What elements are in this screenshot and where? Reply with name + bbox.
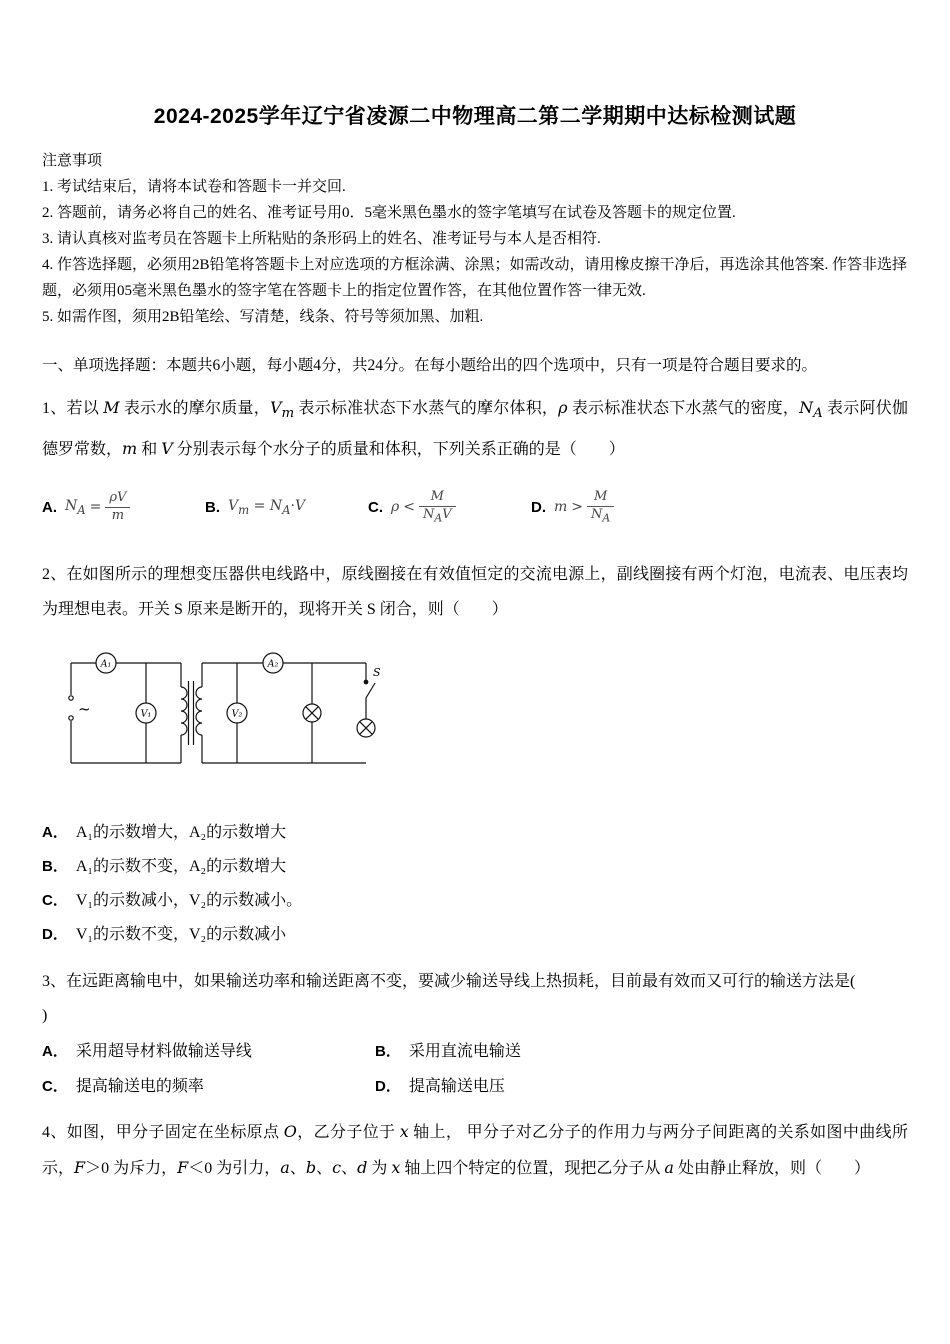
notice-item: 5. 如需作图，须用2B铅笔绘、写清楚，线条、符号等须加黑、加粗. [42, 309, 484, 325]
question-2-option-c [42, 884, 908, 918]
formula-lhs: ρ [391, 499, 400, 516]
option-text: 采用超导材料做输送导线 [75, 1043, 252, 1061]
option-label: B． [42, 858, 68, 876]
ac-source-label: ~ [78, 700, 91, 719]
question-1-option-c [368, 490, 531, 525]
formula [228, 498, 305, 517]
fraction-denominator: m [111, 507, 125, 523]
question-3-options [42, 1034, 908, 1104]
fraction-numerator: M [419, 490, 456, 507]
question-1-option-a [42, 491, 205, 524]
question-2-options [42, 816, 908, 952]
formula-relation: = [89, 499, 102, 516]
option-label: A． [42, 824, 68, 842]
option-label: A． [42, 1043, 68, 1061]
question-2-option-b [42, 850, 908, 884]
formula-lhs: m [554, 499, 568, 516]
circuit-figure [56, 643, 908, 790]
voltmeter-v2-label: V₂ [231, 708, 243, 720]
formula [65, 491, 130, 524]
page-title: 2024-2025学年辽宁省凌源二中物理高二第二学期期中达标检测试题 [153, 105, 797, 128]
fraction-denominator: $N_A$ [591, 506, 611, 525]
fraction-denominator: $N_AV$ [422, 506, 452, 525]
question-3-option-a [42, 1034, 375, 1069]
question-2-option-d [42, 918, 908, 952]
transformer-icon [181, 663, 202, 763]
question-3-stem: 3、在远距离输电中，如果输送功率和输送距离不变，要减少输送导线上热损耗，目前最有效而又可行的输送方法是( [42, 973, 856, 991]
question-1-stem: 1、若以 M 表示水的摩尔质量，$V_m$ 表示标准状态下水蒸气的摩尔体积，ρ 表示标准状态下水蒸气的密度，$N_A$ 表示阿伏伽德罗常数，m 和 V 分别表示每个水分子的质量和体积，下列关系正确的是（ ） [42, 398, 908, 459]
option-label: D． [375, 1078, 401, 1096]
question-2-stem: 2、在如图所示的理想变压器供电线路中，原线圈接在有效值恒定的交流电源上，副线圈接有两个灯泡，电流表、电压表均为理想电表。开关 S 原来是断开的，现将开关 S 闭合，则（ ） [42, 566, 908, 619]
question-1-option-b [205, 498, 368, 517]
question-2-option-a [42, 816, 908, 850]
fraction [105, 491, 130, 524]
question-3-option-b [375, 1034, 908, 1069]
question-3-stem-close: ) [42, 1007, 48, 1025]
option-label: B. [205, 498, 220, 516]
notice-section [42, 148, 908, 330]
section-1-heading: 一、单项选择题：本题共6小题，每小题4分，共24分。在每小题给出的四个选项中，只有一项是符合题目要求的。 [42, 357, 818, 374]
notice-item: 3. 请认真核对监考员在答题卡上所粘贴的条形码上的姓名、准考证号与本人是否相符. [42, 231, 601, 247]
notice-heading: 注意事项 [42, 153, 103, 169]
option-text: 提高输送电压 [408, 1078, 505, 1096]
option-text: V₁的示数减小，V₂的示数减小。 [75, 892, 303, 910]
fraction-numerator: M [587, 490, 614, 507]
option-label: D. [531, 498, 546, 516]
ammeter-a2-label: A₂ [267, 658, 279, 670]
formula-relation: > [571, 499, 584, 516]
question-1-option-d [531, 490, 694, 525]
option-label: C． [42, 892, 68, 910]
question-1-options [42, 481, 908, 533]
switch-label: S [373, 666, 381, 680]
option-text: A₁的示数增大，A₂的示数增大 [75, 824, 287, 842]
option-label: C． [42, 1078, 68, 1096]
voltmeter-v1-label: V₁ [140, 708, 152, 720]
question-3-option-c [42, 1069, 375, 1104]
notice-item: 1. 考试结束后，请将本试卷和答题卡一并交回. [42, 179, 346, 195]
formula-relation: < [403, 499, 415, 516]
option-label: C. [368, 498, 383, 516]
lamp-2-icon [357, 719, 375, 737]
ac-source-icon [69, 696, 73, 720]
question-3-option-d [375, 1069, 908, 1104]
option-text: V₁的示数不变，V₂的示数减小 [75, 926, 287, 944]
formula-inline: $V_m = N_A\cdot V$ [228, 497, 306, 517]
option-text: A₁的示数不变，A₂的示数增大 [75, 858, 287, 876]
formula-lhs: $N_A$ [65, 497, 86, 517]
formula [391, 490, 456, 525]
question-4-stem: 4、如图，甲分子固定在坐标原点 O，乙分子位于 x 轴上， 甲分子对乙分子的作用力与两分子间距离的关系如图中曲线所示，F＞0 为斥力，F＜0 为引力，a、b、c、d 为 x 轴上四个特定的位置，现把乙分子从 a 处由静止释放，则（ ） [42, 1122, 908, 1178]
option-text: 提高输送电的频率 [75, 1078, 204, 1096]
notice-item: 2. 答题前，请务必将自己的姓名、准考证号用0．5毫米黑色墨水的签字笔填写在试卷及答题卡的规定位置. [42, 205, 736, 221]
ammeter-a1-label: A₁ [100, 658, 112, 670]
formula [554, 490, 614, 525]
notice-item: 4. 作答选择题，必须用2B铅笔将答题卡上对应选项的方框涂满、涂黑；如需改动，请用橡皮擦干净后，再选涂其他答案. 作答非选择题，必须用05毫米黑色墨水的签字笔在答题卡上的指定位置作答，在其他位置作答一律无效. [42, 257, 908, 299]
fraction [587, 490, 614, 525]
option-text: 采用直流电输送 [408, 1043, 521, 1061]
fraction-numerator: ρV [105, 491, 130, 508]
option-label: A. [42, 498, 57, 516]
circuit-diagram [56, 643, 386, 785]
lamp-1-icon [303, 663, 321, 763]
option-label: B． [375, 1043, 401, 1061]
fraction [419, 490, 456, 525]
option-label: D． [42, 926, 68, 944]
